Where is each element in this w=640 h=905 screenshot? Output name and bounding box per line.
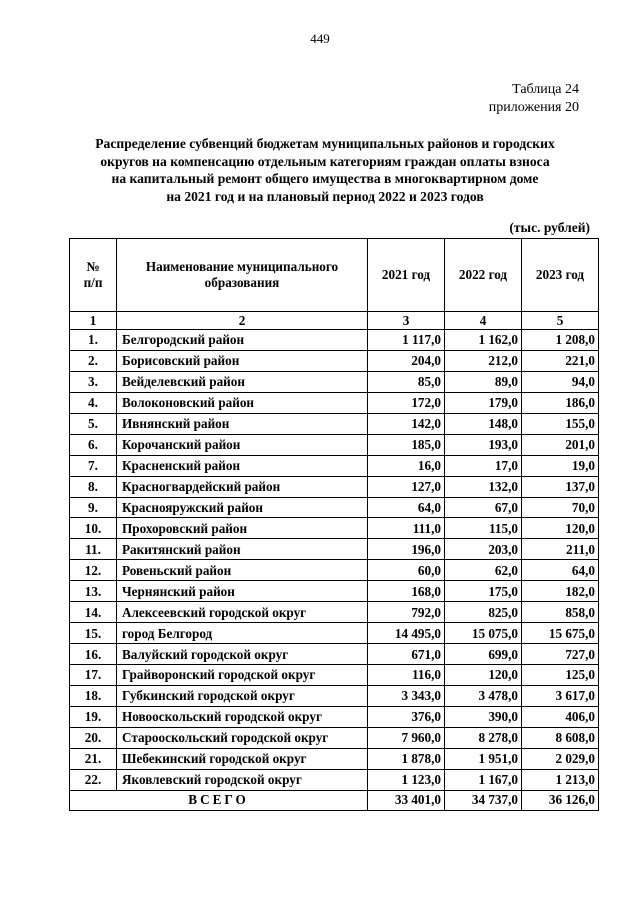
value-2022: 115,0 xyxy=(445,518,522,539)
value-2022: 1 162,0 xyxy=(445,330,522,351)
row-number: 2. xyxy=(70,350,117,371)
value-2022: 17,0 xyxy=(445,455,522,476)
header-2022: 2022 год xyxy=(445,239,522,312)
row-number: 22. xyxy=(70,769,117,790)
page-number: 449 xyxy=(310,31,330,46)
value-2021: 1 123,0 xyxy=(368,769,445,790)
row-number: 3. xyxy=(70,371,117,392)
value-2022: 89,0 xyxy=(445,371,522,392)
value-2021: 196,0 xyxy=(368,539,445,560)
value-2021: 64,0 xyxy=(368,497,445,518)
municipality-name: Грайворонский городской округ xyxy=(117,665,368,686)
header-row xyxy=(70,239,599,312)
municipality-name: Вейделевский район xyxy=(117,371,368,392)
value-2021: 7 960,0 xyxy=(368,727,445,748)
municipality-name: Краснояружский район xyxy=(117,497,368,518)
value-2021: 14 495,0 xyxy=(368,623,445,644)
municipality-name: Красногвардейский район xyxy=(117,476,368,497)
table-row xyxy=(70,644,599,665)
column-number: 3 xyxy=(368,312,445,330)
row-number: 8. xyxy=(70,476,117,497)
municipality-name: Валуйский городской округ xyxy=(117,644,368,665)
value-2023: 406,0 xyxy=(522,706,599,727)
value-2022: 212,0 xyxy=(445,350,522,371)
value-2021: 204,0 xyxy=(368,350,445,371)
value-2022: 3 478,0 xyxy=(445,685,522,706)
column-number: 5 xyxy=(522,312,599,330)
table-row xyxy=(70,685,599,706)
row-number: 16. xyxy=(70,644,117,665)
table-row xyxy=(70,748,599,769)
value-2021: 111,0 xyxy=(368,518,445,539)
appendix-number: приложения 20 xyxy=(488,100,579,115)
value-2023: 3 617,0 xyxy=(522,685,599,706)
row-number: 12. xyxy=(70,560,117,581)
municipality-name: Ивнянский район xyxy=(117,413,368,434)
value-2022: 62,0 xyxy=(445,560,522,581)
row-number: 17. xyxy=(70,665,117,686)
total-row xyxy=(70,790,599,810)
header-num: № п/п xyxy=(70,239,117,312)
municipality-name: Алексеевский городской округ xyxy=(117,602,368,623)
table-row xyxy=(70,350,599,371)
value-2022: 15 075,0 xyxy=(445,623,522,644)
value-2022: 1 951,0 xyxy=(445,748,522,769)
row-number: 11. xyxy=(70,539,117,560)
municipality-name: Чернянский район xyxy=(117,581,368,602)
row-number: 6. xyxy=(70,434,117,455)
value-2021: 142,0 xyxy=(368,413,445,434)
row-number: 20. xyxy=(70,727,117,748)
value-2023: 125,0 xyxy=(522,665,599,686)
table-row xyxy=(70,476,599,497)
header-name: Наименование муниципального образования xyxy=(117,239,368,312)
row-number: 10. xyxy=(70,518,117,539)
value-2022: 148,0 xyxy=(445,413,522,434)
table-row xyxy=(70,434,599,455)
value-2023: 155,0 xyxy=(522,413,599,434)
table-row xyxy=(70,665,599,686)
value-2022: 120,0 xyxy=(445,665,522,686)
table-row xyxy=(70,539,599,560)
column-number: 4 xyxy=(445,312,522,330)
total-2023: 36 126,0 xyxy=(522,790,599,810)
value-2023: 221,0 xyxy=(522,350,599,371)
value-2022: 1 167,0 xyxy=(445,769,522,790)
total-label: ВСЕГО xyxy=(70,790,368,810)
value-2021: 3 343,0 xyxy=(368,685,445,706)
header-2021: 2021 год xyxy=(368,239,445,312)
value-2023: 70,0 xyxy=(522,497,599,518)
table-row xyxy=(70,769,599,790)
document-title xyxy=(60,135,590,205)
row-number: 21. xyxy=(70,748,117,769)
municipality-name: Ровеньский район xyxy=(117,560,368,581)
title-line: на капитальный ремонт общего имущества в многоквартирном доме xyxy=(111,171,539,186)
value-2023: 15 675,0 xyxy=(522,623,599,644)
value-2021: 1 878,0 xyxy=(368,748,445,769)
value-2021: 671,0 xyxy=(368,644,445,665)
row-number: 13. xyxy=(70,581,117,602)
value-2021: 16,0 xyxy=(368,455,445,476)
value-2022: 132,0 xyxy=(445,476,522,497)
value-2023: 2 029,0 xyxy=(522,748,599,769)
value-2023: 19,0 xyxy=(522,455,599,476)
column-number: 1 xyxy=(70,312,117,330)
title-line: Распределение субвенций бюджетам муниципальных районов и городских xyxy=(95,136,555,151)
value-2023: 186,0 xyxy=(522,392,599,413)
row-number: 9. xyxy=(70,497,117,518)
value-2022: 390,0 xyxy=(445,706,522,727)
value-2023: 182,0 xyxy=(522,581,599,602)
table-row xyxy=(70,727,599,748)
table-row xyxy=(70,330,599,351)
value-2021: 1 117,0 xyxy=(368,330,445,351)
table-row xyxy=(70,392,599,413)
municipality-name: Губкинский городской округ xyxy=(117,685,368,706)
value-2023: 1 213,0 xyxy=(522,769,599,790)
table-row xyxy=(70,581,599,602)
value-2023: 211,0 xyxy=(522,539,599,560)
municipality-name: Волоконовский район xyxy=(117,392,368,413)
table-row xyxy=(70,497,599,518)
value-2022: 175,0 xyxy=(445,581,522,602)
municipality-name: Старооскольский городской округ xyxy=(117,727,368,748)
row-number: 18. xyxy=(70,685,117,706)
table-row xyxy=(70,706,599,727)
value-2023: 64,0 xyxy=(522,560,599,581)
value-2022: 8 278,0 xyxy=(445,727,522,748)
municipality-name: Шебекинский городской округ xyxy=(117,748,368,769)
value-2023: 120,0 xyxy=(522,518,599,539)
value-2022: 825,0 xyxy=(445,602,522,623)
value-2021: 792,0 xyxy=(368,602,445,623)
value-2023: 8 608,0 xyxy=(522,727,599,748)
title-line: округов на компенсацию отдельным категориям граждан оплаты взноса xyxy=(100,153,550,169)
table-row xyxy=(70,518,599,539)
row-number: 5. xyxy=(70,413,117,434)
unit-label: (тыс. рублей) xyxy=(509,220,590,235)
value-2021: 168,0 xyxy=(368,581,445,602)
municipality-name: Красненский район xyxy=(117,455,368,476)
value-2022: 193,0 xyxy=(445,434,522,455)
value-2023: 137,0 xyxy=(522,476,599,497)
column-number: 2 xyxy=(117,312,368,330)
value-2022: 699,0 xyxy=(445,644,522,665)
table-row xyxy=(70,455,599,476)
municipality-name: Ракитянский район xyxy=(117,539,368,560)
column-number-row xyxy=(70,312,599,330)
row-number: 14. xyxy=(70,602,117,623)
row-number: 7. xyxy=(70,455,117,476)
value-2023: 94,0 xyxy=(522,371,599,392)
value-2021: 127,0 xyxy=(368,476,445,497)
row-number: 1. xyxy=(70,330,117,351)
appendix-reference xyxy=(489,81,579,117)
municipality-name: Белгородский район xyxy=(117,330,368,351)
value-2021: 116,0 xyxy=(368,665,445,686)
row-number: 19. xyxy=(70,706,117,727)
municipality-name: Прохоровский район xyxy=(117,518,368,539)
municipality-name: Новооскольский городской округ xyxy=(117,706,368,727)
table-row xyxy=(70,623,599,644)
municipality-name: Борисовский район xyxy=(117,350,368,371)
table-row xyxy=(70,602,599,623)
value-2023: 1 208,0 xyxy=(522,330,599,351)
title-line: на 2021 год и на плановый период 2022 и 2023 годов xyxy=(166,188,484,204)
subventions-table xyxy=(69,238,599,811)
table-row xyxy=(70,560,599,581)
value-2021: 172,0 xyxy=(368,392,445,413)
total-2021: 33 401,0 xyxy=(368,790,445,810)
table-row xyxy=(70,413,599,434)
value-2022: 203,0 xyxy=(445,539,522,560)
value-2023: 858,0 xyxy=(522,602,599,623)
header-2023: 2023 год xyxy=(522,239,599,312)
value-2021: 60,0 xyxy=(368,560,445,581)
value-2021: 376,0 xyxy=(368,706,445,727)
value-2022: 67,0 xyxy=(445,497,522,518)
value-2021: 85,0 xyxy=(368,371,445,392)
value-2021: 185,0 xyxy=(368,434,445,455)
municipality-name: город Белгород xyxy=(117,623,368,644)
value-2023: 727,0 xyxy=(522,644,599,665)
total-2022: 34 737,0 xyxy=(445,790,522,810)
municipality-name: Корочанский район xyxy=(117,434,368,455)
table-number: Таблица 24 xyxy=(512,82,579,97)
value-2022: 179,0 xyxy=(445,392,522,413)
table-row xyxy=(70,371,599,392)
row-number: 4. xyxy=(70,392,117,413)
value-2023: 201,0 xyxy=(522,434,599,455)
municipality-name: Яковлевский городской округ xyxy=(117,769,368,790)
row-number: 15. xyxy=(70,623,117,644)
